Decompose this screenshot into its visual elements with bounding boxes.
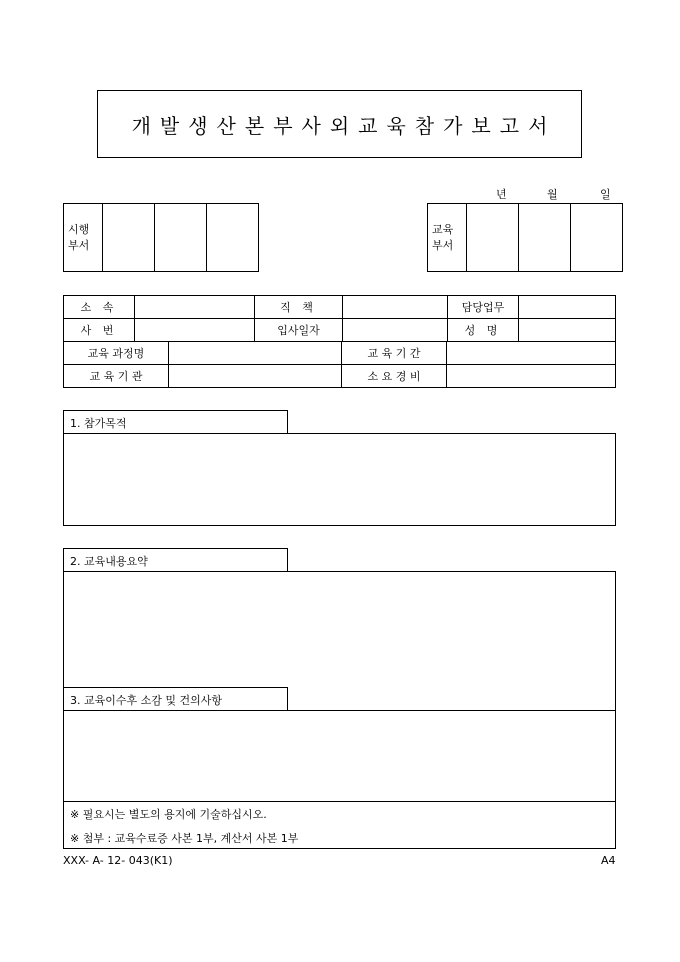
section-opinion-title: 3. 교육이수후 소감 및 건의사항 xyxy=(70,693,222,707)
label-course-name: 교육 과정명 xyxy=(64,342,169,365)
field-affiliation[interactable] xyxy=(135,296,255,319)
section-summary-title: 2. 교육내용요약 xyxy=(70,554,148,568)
document-title: 개발생산본부사외교육참가보고서 xyxy=(131,113,557,138)
field-position[interactable] xyxy=(343,296,448,319)
label-cost: 소 요 경 비 xyxy=(342,365,447,388)
signature-cell[interactable] xyxy=(571,204,623,272)
signature-cell[interactable] xyxy=(207,204,259,272)
field-institution[interactable] xyxy=(169,365,342,388)
signature-cell[interactable] xyxy=(103,204,155,272)
label-join-date: 입사일자 xyxy=(255,319,343,342)
field-period[interactable] xyxy=(447,342,616,365)
field-cost[interactable] xyxy=(447,365,616,388)
note-attachments: ※ 첨부 : 교육수료증 사본 1부, 계산서 사본 1부 xyxy=(70,832,299,845)
info-table-top xyxy=(63,295,616,342)
signature-cell[interactable] xyxy=(155,204,207,272)
field-join-date[interactable] xyxy=(343,319,448,342)
label-affiliation: 소 속 xyxy=(64,296,135,319)
document-code: XXX- A- 12- 043(K1) xyxy=(63,854,173,867)
section-summary-header xyxy=(63,548,288,572)
label-employee-no: 사 번 xyxy=(64,319,135,342)
section-purpose-header xyxy=(63,410,288,434)
date-year: 년 xyxy=(496,188,507,201)
section-purpose-body[interactable] xyxy=(63,433,616,526)
date-month: 월 xyxy=(547,188,558,201)
label-period: 교 육 기 간 xyxy=(342,342,447,365)
signature-cell[interactable] xyxy=(467,204,519,272)
note-extra-paper: ※ 필요시는 별도의 용지에 기술하십시오. xyxy=(70,808,267,821)
divider xyxy=(63,710,616,711)
field-course-name[interactable] xyxy=(169,342,342,365)
approval-box-education-dept xyxy=(427,203,623,272)
paper-size: A4 xyxy=(601,854,616,867)
label-institution: 교 육 기 관 xyxy=(64,365,169,388)
label-position: 직 책 xyxy=(255,296,343,319)
title-box xyxy=(97,90,582,158)
section-purpose-title: 1. 참가목적 xyxy=(70,416,127,430)
approval-label-education: 교육 부서 xyxy=(428,204,467,272)
approval-box-issuing-dept xyxy=(63,203,259,272)
label-name: 성 명 xyxy=(448,319,519,342)
approval-label-issuing: 시행 부서 xyxy=(64,204,103,272)
signature-cell[interactable] xyxy=(519,204,571,272)
label-duty: 담당업무 xyxy=(448,296,519,319)
date-day: 일 xyxy=(600,188,611,201)
info-table-bottom xyxy=(63,341,616,388)
divider xyxy=(63,801,616,802)
section-opinion-header xyxy=(63,687,288,711)
field-name[interactable] xyxy=(519,319,616,342)
field-employee-no[interactable] xyxy=(135,319,255,342)
field-duty[interactable] xyxy=(519,296,616,319)
